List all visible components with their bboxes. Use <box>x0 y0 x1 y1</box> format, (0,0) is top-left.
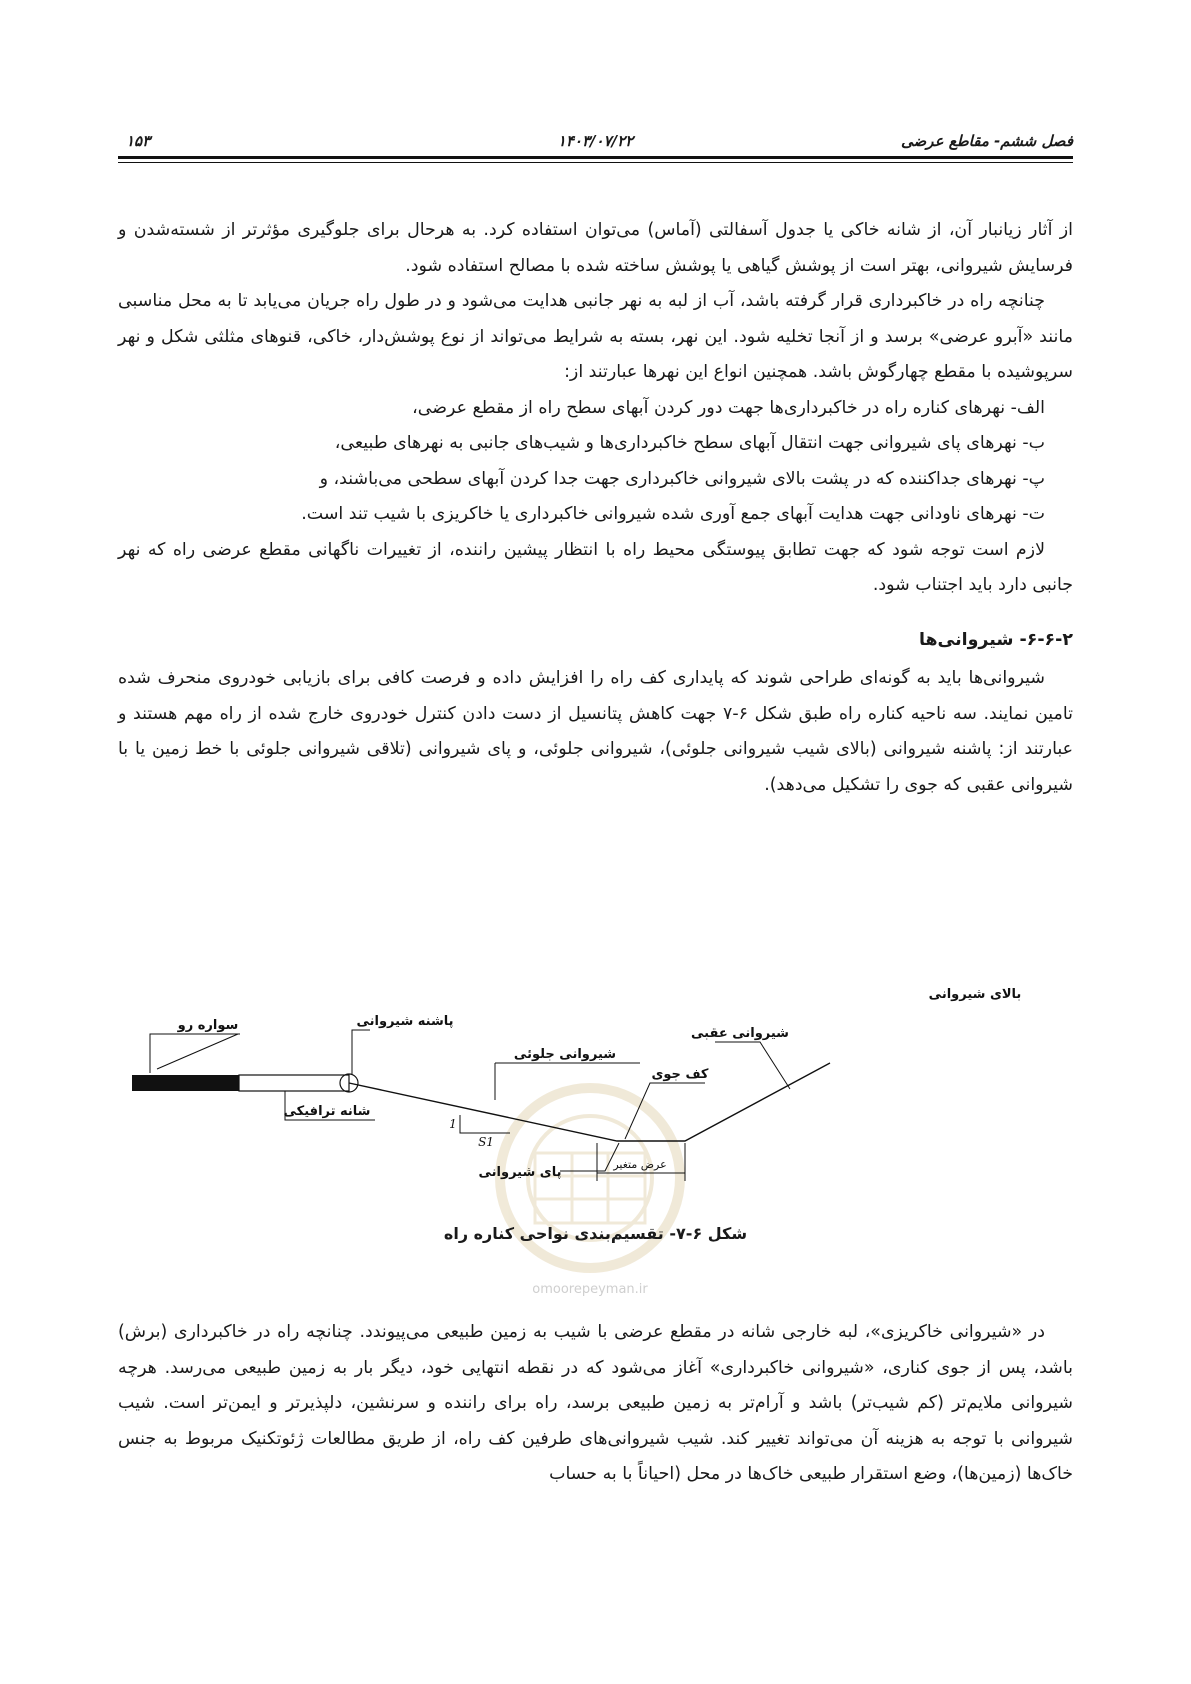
list-item: ب- نهرهای پای شیروانی جهت انتقال آبهای سطح خاکبرداری‌ها و شیب‌های جانبی به نهرهای طبیعی، <box>334 433 1045 453</box>
figure-caption: شکل ۶-۷- تقسیم‌بندی نواحی کناره راه <box>443 1224 748 1243</box>
leader-line <box>157 1034 238 1069</box>
paragraph: لازم است توجه شود که جهت تطابق پیوستگی محیط راه با انتظار پیشین راننده، از تغییرات ناگهانی مقطع عرضی راه که نهر جانبی دارد باید اجتناب شود. <box>118 539 1073 595</box>
label-fore-slope: شیروانی جلوئی <box>513 1047 617 1062</box>
label-hinge-point: پاشنه شیروانی <box>356 1014 454 1029</box>
label-slope-one: 1 <box>449 1117 457 1131</box>
main-text <box>118 213 1073 803</box>
header-date: ۱۴۰۳/۰۷/۲۲ <box>557 132 634 150</box>
list-item: پ- نهرهای جداکننده که در پشت بالای شیروانی خاکبرداری جهت جدا کردن آبهای سطحی می‌باشند، و <box>319 468 1045 489</box>
header-rule-thick <box>118 156 1073 159</box>
shoulder-bar <box>239 1075 349 1091</box>
chapter-title: فصل ششم- مقاطع عرضی <box>901 132 1073 150</box>
label-top-of-slope: بالای شیروانی <box>928 987 1022 1002</box>
label-ditch-bottom: کف جوی <box>651 1067 709 1082</box>
page-number: ۱۵۳ <box>126 132 151 150</box>
roadside-cross-section-figure <box>130 987 1030 1297</box>
label-slope-s1: S1 <box>478 1135 494 1149</box>
header-rule-thin <box>118 162 1073 163</box>
leader-line <box>150 1034 240 1073</box>
watermark-text: omoorepeyman.ir <box>532 1282 648 1297</box>
label-toe-of-slope: پای شیروانی <box>478 1165 562 1180</box>
travel-way-bar <box>132 1075 239 1091</box>
paragraph: در «شیروانی خاکریزی»، لبه خارجی شانه در مقطع عرضی با شیب به زمین طبیعی می‌پیوندد. چنانچه راه در خاکبرداری (برش) باشد، پس از جوی کناری، «شیروانی خاکبرداری» آغاز می‌شود که در نقطه انتهایی خود، دیگر بار به زمین طبیعی می‌رسد. هرچه شیروانی ملایم‌تر (کم شیب‌تر) باشد و آرام‌تر به زمین طبیعی برسد، راه برای راننده و سرنشین، دلپذیرتر و ایمن‌تر است. شیب شیروانی با توجه به هزینه آن می‌تواند تغییر کند. شیب شیروانی‌های طرفین کف راه، از طریق مطالعات ژئوتکنیک مربوط به جنس خاک‌ها (زمین‌ها)، وضع استقرار طبیعی خاک‌ها در محل (احیاناً با به حساب <box>118 1322 1073 1484</box>
list-item: الف- نهرهای کناره راه در خاکبرداری‌ها جهت دور کردن آبهای سطح راه از مقطع عرضی، <box>412 397 1045 418</box>
leader-line <box>352 1030 370 1074</box>
page-header <box>118 118 1073 158</box>
ground-profile-line <box>349 1063 830 1141</box>
label-variable-width: عرض متغیر <box>613 1158 667 1171</box>
label-traffic-shoulder: شانه ترافیکی <box>283 1104 371 1119</box>
list-item: ت- نهرهای ناودانی جهت هدایت آبهای جمع آوری شده شیروانی خاکبرداری یا خاکریزی با شیب تند است. <box>301 504 1045 524</box>
section-heading: ۶-۶-۲- شیروانی‌ها <box>918 629 1073 650</box>
label-travel-way: سواره رو <box>177 1018 239 1033</box>
label-back-slope: شیروانی عقبی <box>691 1026 789 1041</box>
paragraph: از آثار زیانبار آن، از شانه خاکی یا جدول آسفالتی (آماس) می‌توان استفاده کرد. به هرحال برای جلوگیری مؤثرتر از شسته‌شدن و فرسایش شیروانی، بهتر است از پوشش گیاهی یا پوشش ساخته شده با مصالح استفاده شود. <box>118 220 1073 276</box>
leader-line <box>715 1042 790 1089</box>
closing-text <box>118 1315 1073 1493</box>
slope-ratio-triangle <box>460 1115 510 1133</box>
leader-line <box>560 1143 619 1171</box>
paragraph: شیروانی‌ها باید به گونه‌ای طراحی شوند که پایداری کف راه را افزایش داده و فرصت کافی برای بازیابی خودروی منحرف شده تامین نمایند. سه ناحیه کناره راه طبق شکل ۶-۷ جهت کاهش پتانسیل از دست دادن کنترل خودروی خارج شده از راه مهم هستند و عبارتند از: پاشنه شیروانی (بالای شیب شیروانی جلوئی)، شیروانی جلوئی، و پای شیروانی (تلاقی شیروانی جلوئی با خط زمین یا با شیروانی عقبی که جوی را تشکیل می‌دهد). <box>118 668 1073 795</box>
paragraph: چنانچه راه در خاکبرداری قرار گرفته باشد، آب از لبه به نهر جانبی هدایت می‌شود و در طول راه جریان می‌یابد تا به محل مناسبی مانند «آبرو عرضی» برسد و از آنجا تخلیه شود. این نهر، بسته به شرایط می‌تواند از نوع پوشش‌دار، خاکی، قنوهای مثلثی شکل و نهر سرپوشیده با مقطع چهارگوش باشد. همچنین انواع این نهرها عبارتند از: <box>118 291 1073 382</box>
